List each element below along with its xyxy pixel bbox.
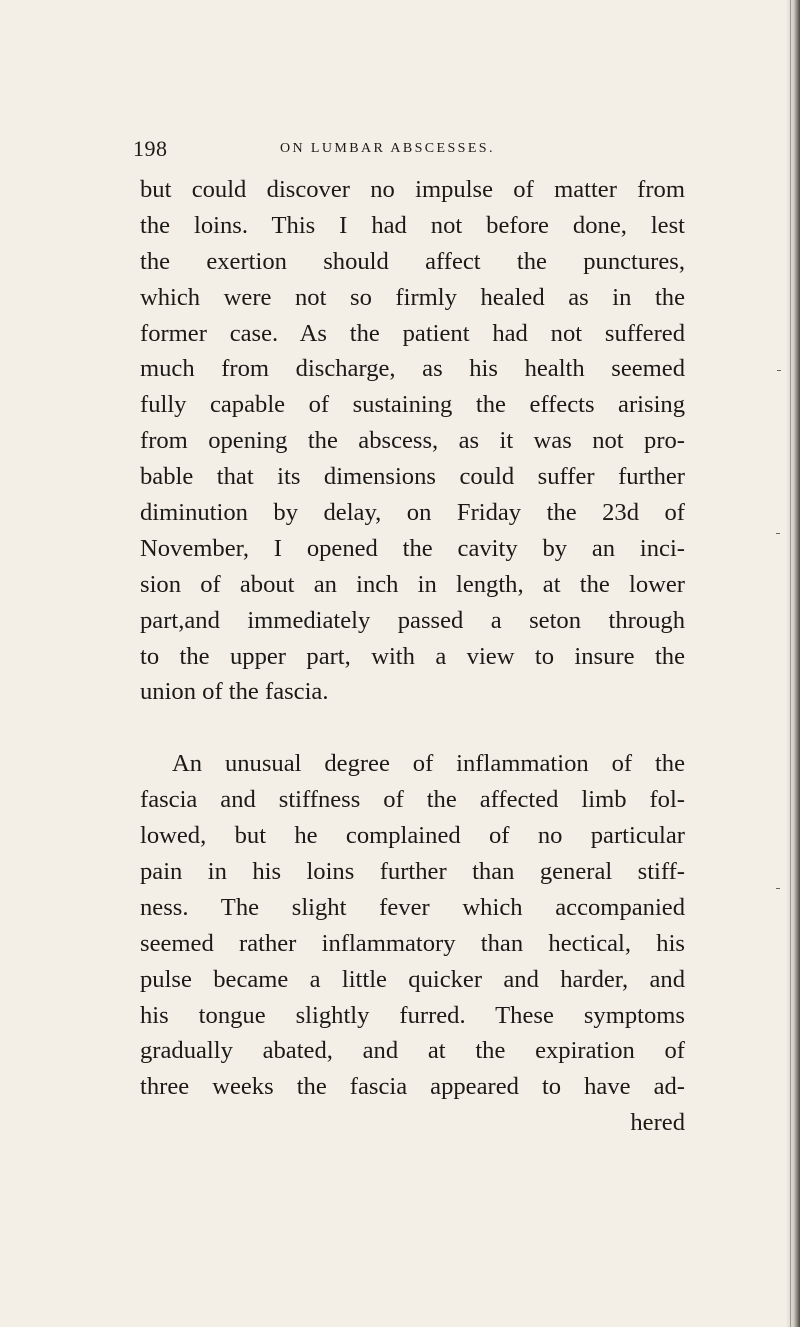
text-line: fully capable of sustaining the effects arising <box>140 391 685 419</box>
text-line: from opening the abscess, as it was not pro- <box>140 427 685 455</box>
text-line: his tongue slightly furred. These symptoms <box>140 1001 685 1029</box>
text-line: pulse became a little quicker and harder, and <box>140 965 685 993</box>
page-edge-line <box>790 0 791 1327</box>
text-line: ness. The slight fever which accompanied <box>140 893 685 921</box>
text-line: November, I opened the cavity by an inci- <box>140 534 685 562</box>
text-line: gradually abated, and at the expiration of <box>140 1037 685 1065</box>
text-line: diminution by delay, on Friday the 23d of <box>140 499 685 527</box>
text-line: bable that its dimensions could suffer further <box>140 463 685 491</box>
text-line: which were not so firmly healed as in the <box>140 283 685 311</box>
page-edge-shadow <box>786 0 800 1327</box>
running-head: ON LUMBAR ABSCESSES. <box>280 141 495 156</box>
text-line: much from discharge, as his health seemed <box>140 355 685 383</box>
page-number: 198 <box>133 136 168 161</box>
body-text <box>140 172 685 1141</box>
text-line: part,and immediately passed a seton through <box>140 606 685 634</box>
text-line: lowed, but he complained of no particular <box>140 822 685 850</box>
paragraph-1 <box>140 172 685 710</box>
text-line: three weeks the fascia appeared to have ad- <box>140 1073 685 1101</box>
catchword: hered <box>630 1109 685 1137</box>
text-line: the loins. This I had not before done, lest <box>140 211 685 239</box>
text-line: sion of about an inch in length, at the lower <box>140 570 685 598</box>
text-line: An unusual degree of inflammation of the <box>172 750 685 778</box>
paragraph-gap <box>140 710 685 746</box>
text-line: the exertion should affect the punctures, <box>140 247 685 275</box>
paragraph-2 <box>140 746 685 1141</box>
page-header <box>133 136 693 162</box>
text-line: but could discover no impulse of matter from <box>140 176 685 203</box>
text-line: former case. As the patient had not suffered <box>140 319 685 347</box>
text-line: pain in his loins further than general stiff- <box>140 858 685 886</box>
margin-speck <box>776 533 780 534</box>
margin-speck <box>777 370 781 371</box>
text-line: union of the fascia. <box>140 678 329 706</box>
text-line: seemed rather inflammatory than hectical, his <box>140 929 685 957</box>
margin-speck <box>776 888 780 889</box>
text-line: to the upper part, with a view to insure the <box>140 642 685 670</box>
text-line: fascia and stiffness of the affected limb fol- <box>140 786 685 814</box>
